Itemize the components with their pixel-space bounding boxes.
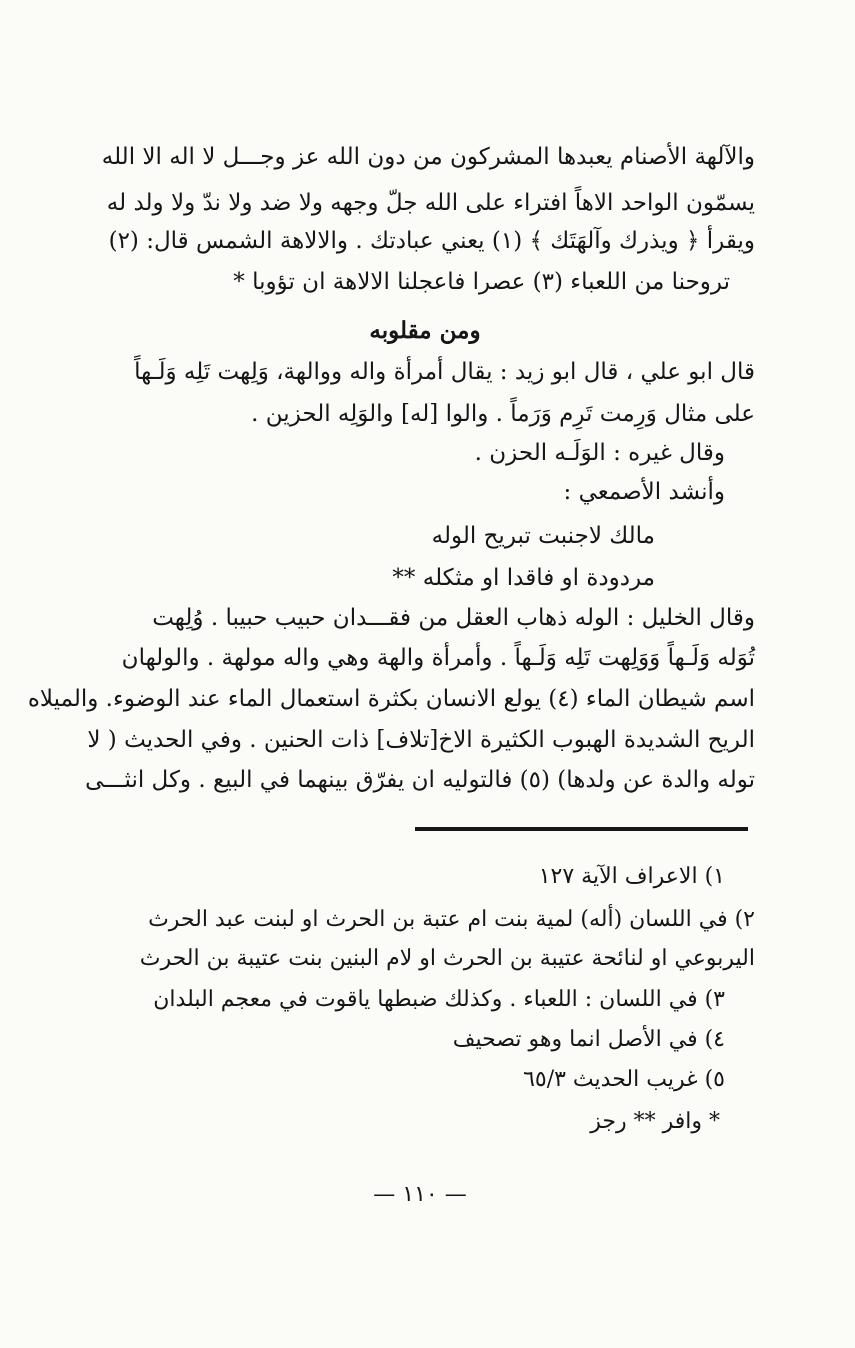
verse-line: مردودة او فاقدا او مثكله **	[392, 565, 655, 591]
body-line: والآلهة الأصنام يعبدها المشركون من دون الله عز وجـــل لا اله الا الله	[101, 144, 755, 170]
body-line: على مثال وَرِمت تَرِم وَرَماً . والوا [له] والوَلِه الحزين .	[251, 401, 755, 427]
body-line: يسمّون الواحد الاهاً افتراء على الله جلّ وجهه ولا ضد ولا ندّ ولا ولد له	[106, 190, 755, 216]
body-line: الريح الشديدة الهبوب الكثيرة الاخ[تلاف] ذات الحنين . وفي الحديث ( لا	[87, 727, 755, 753]
body-line: وقال غيره : الوَلَـه الحزن .	[474, 440, 725, 466]
footnote-separator	[415, 827, 748, 831]
footnote: ٢) في اللسان (أله) لمية بنت ام عتبة بن الحرث او لبنت عبد الحرث	[148, 907, 755, 932]
body-line: تُوَله وَلَـهاً وَوَلِهت تَلِه وَلَـهاً . وأمرأة والهة وهي واله مولهة . والولهان	[121, 645, 755, 671]
footnote: ٣) في اللسان : اللعباء . وكذلك ضبطها ياقوت في معجم البلدان	[153, 987, 725, 1012]
footnote: ٤) في الأصل انما وهو تصحيف	[452, 1027, 725, 1052]
page-number: — ١١٠ —	[373, 1182, 467, 1207]
footnote-meters: * وافر ** رجز	[590, 1109, 720, 1134]
body-line: وأنشد الأصمعي :	[563, 479, 725, 505]
body-line: وقال الخليل : الوله ذهاب العقل من فقـــدان حبيب حبيبا . وُلِهت	[152, 605, 755, 631]
section-heading: ومن مقلوبه	[369, 317, 481, 344]
body-line: اسم شيطان الماء (٤) يولع الانسان بكثرة استعمال الماء عند الوضوء. والميلاه	[27, 686, 755, 712]
verse-line: مالك لاجنبت تبريح الوله	[431, 523, 655, 549]
body-line: قال ابو علي ، قال ابو زيد : يقال أمرأة واله ووالهة، وَلِهت تَلِه وَلَـهاً	[134, 359, 755, 385]
body-line: توله والدة عن ولدها) (٥) فالتوليه ان يفرّق بينهما في البيع . وكل انثـــى	[85, 767, 755, 793]
verse-line: تروحنا من اللعباء (٣) عصرا فاعجلنا الالاهة ان تؤوبا *	[233, 269, 730, 295]
body-line: ويقرأ ﴿ ويذرك وآلهَتَك ﴾ (١) يعني عبادتك . والالاهة الشمس قال: (٢)	[108, 228, 755, 254]
footnote: ٥) غريب الحديث ٦٥/٣	[523, 1067, 725, 1092]
footnote: ١) الاعراف الآية ١٢٧	[538, 864, 725, 889]
footnote: اليربوعي او لنائحة عتيبة بن الحرث او لام البنين بنت عتيبة بن الحرث	[139, 946, 755, 971]
